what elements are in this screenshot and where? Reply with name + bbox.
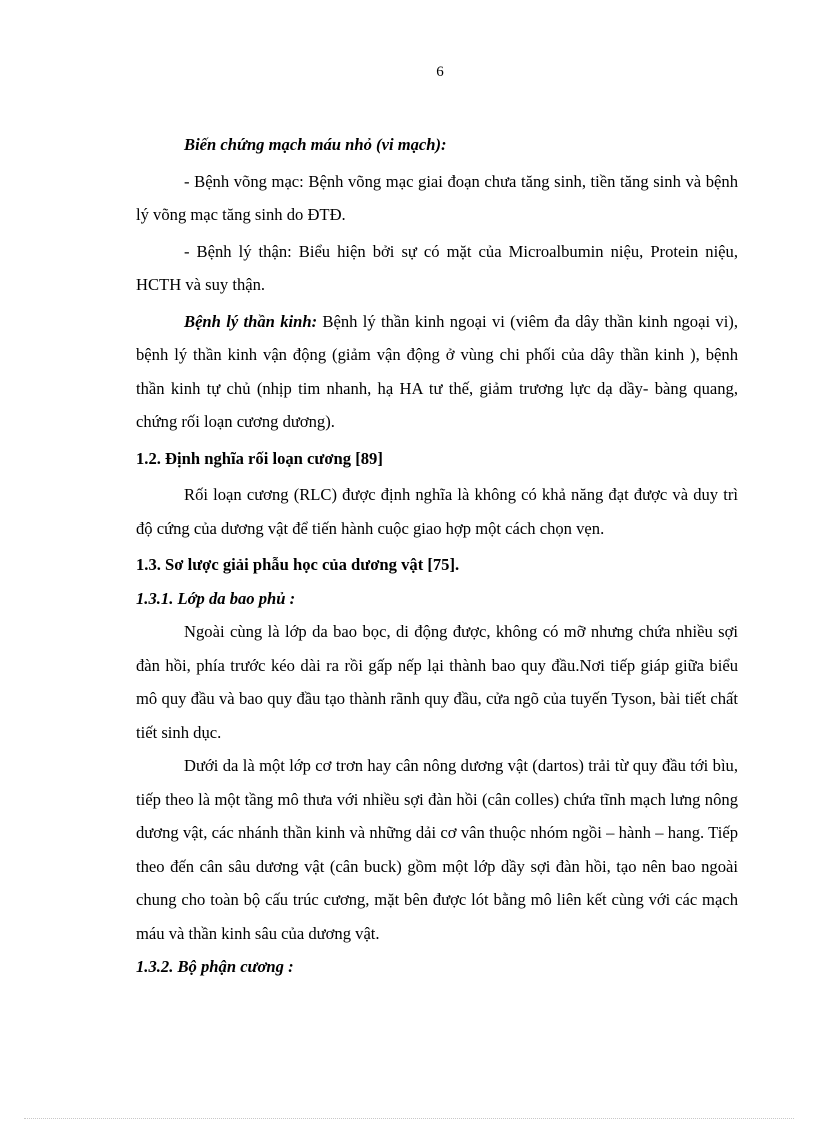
subsection-heading-1-3-1: 1.3.1. Lớp da bao phủ : [136, 588, 296, 608]
page-number: 6 [436, 64, 444, 80]
section-heading-1-3: 1.3. Sơ lược giải phẫu học của dương vật [75]. [136, 555, 460, 574]
paragraph-nephropathy: - Bệnh lý thận: Biểu hiện bởi sự có mặt của Microalbumin niệu, Protein niệu, HCTH và suy thận. [136, 241, 738, 294]
neuropathy-text: Bệnh lý thần kinh ngoại vi (viêm đa dây thần kinh ngoại vi), bệnh lý thần kinh vận động (giảm vận động ở vùng chi phối của dây thần kinh ), bệnh thần kinh tự chủ (nhịp tim nhanh, hạ HA tư thế, giảm trương lực dạ dầy- bàng quang, chứng rối loạn cương dương). [136, 311, 738, 431]
footer-divider [24, 1118, 794, 1119]
section-heading-1-2: 1.2. Định nghĩa rối loạn cương [89] [136, 448, 383, 468]
paragraph-fascia: Dưới da là một lớp cơ trơn hay cân nông dương vật (dartos) trải từ quy đầu tới bìu, tiếp theo là một tầng mô thưa với nhiều sợi đàn hồi (cân colles) chứa tĩnh mạch lưng nông dương vật, các nhánh thần kinh và những dải cơ vân thuộc nhóm ngồi – hành – hang. Tiếp theo đến cân sâu dương vật (cân buck) gồm một lớp dầy sợi đàn hồi, tạo nên bao ngoài chung cho toàn bộ cấu trúc cương, mặt bên được lót bằng mô liên kết cùng với các mạch máu và thần kinh sâu của dương vật. [136, 756, 738, 943]
neuropathy-lead: Bệnh lý thần kinh: [184, 311, 318, 331]
page-content [136, 128, 738, 984]
paragraph-definition: Rối loạn cương (RLC) được định nghĩa là không có khả năng đạt được và duy trì độ cứng của dương vật để tiến hành cuộc giao hợp một cách chọn vẹn. [136, 485, 738, 538]
heading-microvascular: Biến chứng mạch máu nhỏ (vi mạch): [184, 135, 447, 154]
paragraph-neuropathy [136, 305, 738, 439]
paragraph-skin-layer: Ngoài cùng là lớp da bao bọc, di động được, không có mỡ nhưng chứa nhiều sợi đàn hồi, phía trước kéo dài ra rồi gấp nếp lại thành bao quy đầu.Nơi tiếp giáp giữa biểu mô quy đầu và bao quy đầu tạo thành rãnh quy đầu, cửa ngõ của tuyến Tyson, bài tiết chất tiết sinh dục. [136, 622, 738, 742]
subsection-heading-1-3-2: 1.3.2. Bộ phận cương : [136, 957, 294, 976]
paragraph-retinopathy: - Bệnh võng mạc: Bệnh võng mạc giai đoạn chưa tăng sinh, tiền tăng sinh và bệnh lý võng mạc tăng sinh do ĐTĐ. [136, 171, 738, 224]
